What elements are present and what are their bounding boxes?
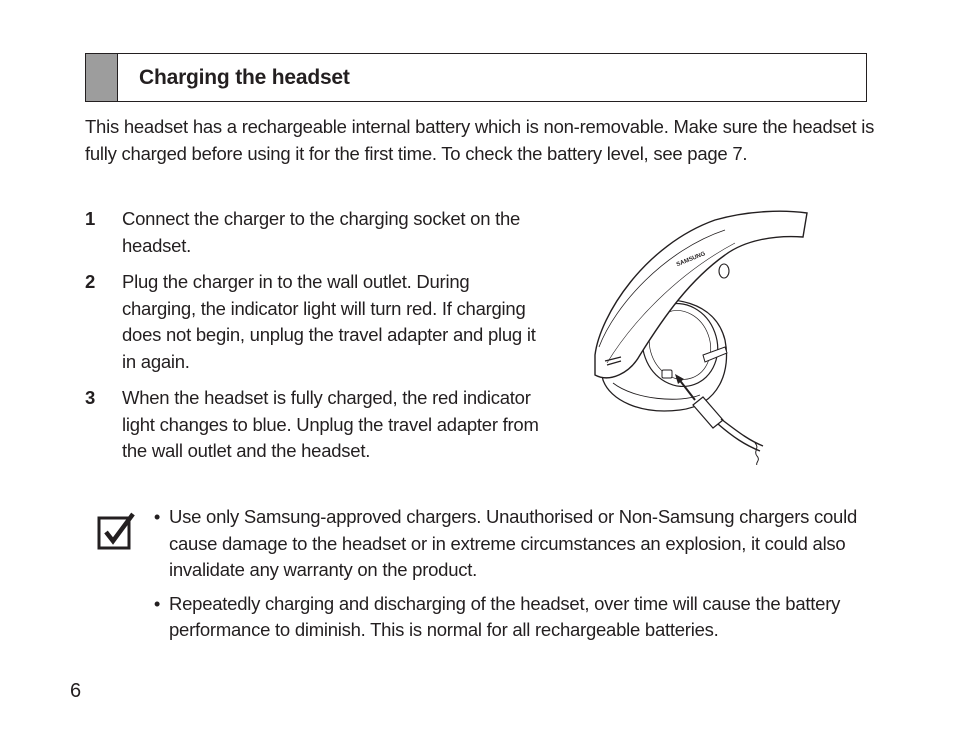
step-item <box>85 206 540 259</box>
headset-button <box>719 264 729 278</box>
step-item <box>85 385 540 465</box>
headset-charging-illustration <box>585 205 815 465</box>
step-number: 1 <box>85 208 96 229</box>
step-number: 3 <box>85 387 96 408</box>
step-text: Connect the charger to the charging socket on the headset. <box>122 208 521 256</box>
note-text: Use only Samsung-approved chargers. Unauthorised or Non-Samsung chargers could cause damage to the headset or in extreme circumstances an explosion, it could also invalidate any warranty on the product. <box>169 506 857 580</box>
charger-cable <box>718 424 760 451</box>
step-text: Plug the charger in to the wall outlet. During charging, the indicator light will turn red. If charging does not begin, unplug the travel adapter and plug it in again. <box>122 271 536 372</box>
charging-socket <box>662 370 672 378</box>
section-title: Charging the headset <box>139 65 350 89</box>
bullet: • <box>153 506 161 527</box>
step-number: 2 <box>85 271 96 292</box>
page-number: 6 <box>70 680 82 702</box>
step-item <box>85 269 540 375</box>
brand-label: SAMSUNG <box>675 251 707 269</box>
bullet: • <box>153 592 161 614</box>
notes-list <box>145 504 865 651</box>
header-gray-block <box>86 54 118 101</box>
note-item <box>145 591 865 644</box>
note-text: Repeatedly charging and discharging of the headset, over time will cause the battery performance to diminish. This is normal for all rechargeable batteries. <box>169 592 841 640</box>
intro-paragraph: This headset has a rechargeable internal battery which is non-removable. Make sure the headset is fully charged before using it for the first time. To check the battery level, see page 7. <box>85 116 875 164</box>
note-checkbox-icon <box>97 510 137 552</box>
note-item <box>145 504 865 584</box>
steps-list <box>85 206 540 475</box>
section-header <box>85 53 867 102</box>
step-text: When the headset is fully charged, the red indicator light changes to blue. Unplug the travel adapter from the wall outlet and the headset. <box>122 387 539 461</box>
charger-plug <box>693 397 723 428</box>
